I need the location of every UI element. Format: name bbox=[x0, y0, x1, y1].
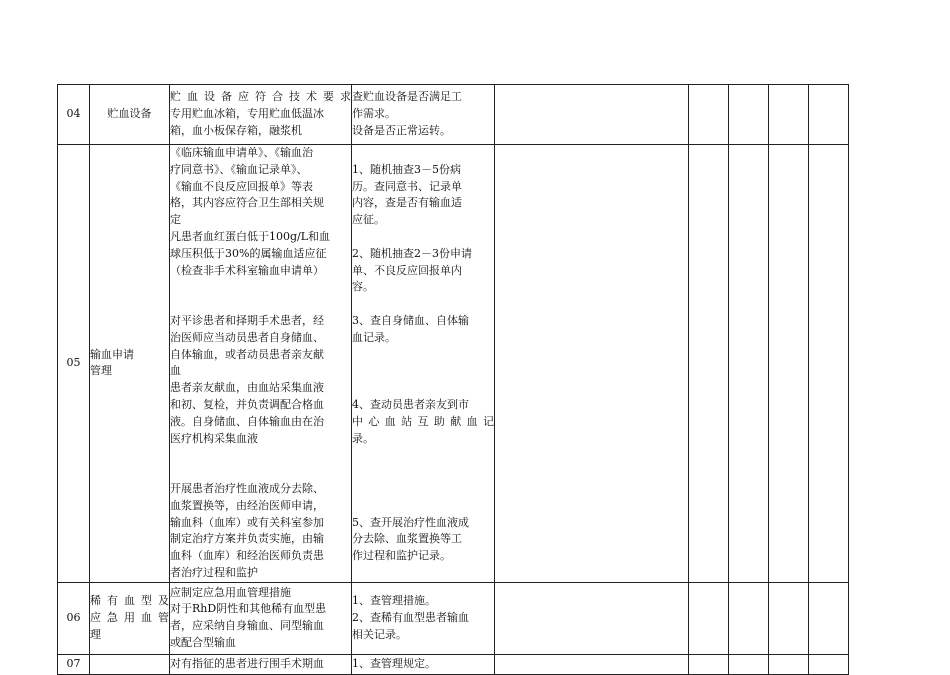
requirement-cell bbox=[170, 654, 352, 674]
spacer bbox=[170, 279, 351, 313]
requirement-line: 自体输血，或者动员患者亲友献 bbox=[170, 347, 324, 361]
method-line: 5、查开展治疗性血液成 bbox=[352, 515, 469, 529]
item-name: 贮血设备 bbox=[90, 85, 170, 145]
method-line: 历。查同意书、记录单 bbox=[352, 179, 462, 193]
spacer bbox=[352, 481, 494, 515]
blank-cell bbox=[689, 85, 729, 145]
row-number: 07 bbox=[58, 654, 90, 674]
method-line: 作过程和监护记录。 bbox=[352, 549, 451, 563]
requirement-line: 输血科（血库）或有关科室参加 bbox=[170, 515, 324, 529]
method-line: 1、查管理规定。 bbox=[352, 656, 436, 670]
table-row bbox=[58, 582, 849, 654]
method-cell bbox=[352, 582, 495, 654]
method-line: 应征。 bbox=[352, 213, 385, 227]
item-name-line: 理 bbox=[90, 627, 101, 641]
requirement-line: 者治疗过程和监护 bbox=[170, 565, 258, 579]
row-number: 06 bbox=[58, 582, 90, 654]
requirement-line: 贮血设备应符合技术要求 bbox=[170, 90, 351, 104]
requirement-cell bbox=[170, 85, 352, 145]
item-name bbox=[90, 582, 170, 654]
spacer bbox=[352, 229, 494, 246]
method-line: 容。 bbox=[352, 280, 374, 294]
requirement-line: 球压积低于30%的属输血适应征 bbox=[170, 246, 327, 260]
requirement-line: 对于RhD阴性和其他稀有血型患 bbox=[170, 602, 327, 616]
blank-cell bbox=[495, 654, 689, 674]
requirement-line: 箱，血小板保存箱，融浆机 bbox=[170, 123, 302, 137]
requirement-line: 和初、复检，并负责调配合格血 bbox=[170, 397, 324, 411]
blank-cell bbox=[495, 145, 689, 583]
spacer bbox=[352, 447, 494, 481]
requirement-line: 制定治疗方案并负责实施，由输 bbox=[170, 532, 324, 546]
spacer bbox=[352, 380, 494, 397]
method-cell bbox=[352, 145, 495, 583]
method-line: 录。 bbox=[352, 431, 374, 445]
blank-cell bbox=[769, 582, 809, 654]
item-name-line: 输血申请 bbox=[90, 347, 134, 361]
blank-cell bbox=[809, 85, 849, 145]
spacer bbox=[170, 447, 351, 481]
requirement-line: 疗同意书》、《输血记录单》、 bbox=[170, 162, 308, 176]
table-row bbox=[58, 145, 849, 583]
blank-cell bbox=[729, 85, 769, 145]
requirement-line: 医疗机构采集血液 bbox=[170, 431, 258, 445]
blank-cell bbox=[769, 654, 809, 674]
requirement-line: 凡患者血红蛋白低于100g/L和血 bbox=[170, 229, 331, 243]
row-number: 05 bbox=[58, 145, 90, 583]
method-line: 内容，查是否有输血适 bbox=[352, 196, 462, 210]
requirement-line: 《输血不良反应回报单》等表 bbox=[170, 179, 313, 193]
blank-cell bbox=[689, 582, 729, 654]
method-line: 4、查动员患者亲友到市 bbox=[352, 397, 469, 411]
item-name-line: 稀有血型及 bbox=[90, 594, 169, 608]
blank-cell bbox=[809, 654, 849, 674]
item-name-line: 应急用血管 bbox=[90, 610, 169, 624]
method-line: 2、查稀有血型患者输血 bbox=[352, 610, 469, 624]
blank-cell bbox=[729, 582, 769, 654]
requirement-line: 血 bbox=[170, 364, 181, 378]
table-row bbox=[58, 654, 849, 674]
method-cell bbox=[352, 85, 495, 145]
blank-cell bbox=[495, 85, 689, 145]
requirement-line: 者，应采纳自身输血、同型输血 bbox=[170, 619, 324, 633]
blank-cell bbox=[495, 582, 689, 654]
method-line: 血记录。 bbox=[352, 330, 396, 344]
spacer bbox=[352, 347, 494, 381]
blank-cell bbox=[729, 654, 769, 674]
requirement-line: （检查非手术科室输血申请单） bbox=[170, 263, 324, 277]
requirement-line: 血科（血库）和经治医师负责患 bbox=[170, 549, 324, 563]
method-line: 中心血站互助献血记 bbox=[352, 414, 494, 428]
item-name-line: 管理 bbox=[90, 364, 112, 378]
table-row bbox=[58, 85, 849, 145]
item-name bbox=[90, 654, 170, 674]
blank-cell bbox=[769, 85, 809, 145]
requirement-line: 应制定应急用血管理措施 bbox=[170, 585, 291, 599]
method-line: 3、查自身储血、自体输 bbox=[352, 313, 469, 327]
requirement-line: 定 bbox=[170, 213, 181, 227]
method-line: 相关记录。 bbox=[352, 627, 407, 641]
requirement-line: 开展患者治疗性血液成分去除、 bbox=[170, 481, 324, 495]
requirement-line: 专用贮血冰箱，专用贮血低温冰 bbox=[170, 107, 324, 121]
blank-cell bbox=[729, 145, 769, 583]
inspection-table bbox=[57, 84, 849, 675]
spacer bbox=[352, 296, 494, 313]
requirement-line: 格，其内容应符合卫生部相关规 bbox=[170, 196, 324, 210]
blank-cell bbox=[689, 145, 729, 583]
method-line: 设备是否正常运转。 bbox=[352, 123, 451, 137]
method-cell bbox=[352, 654, 495, 674]
blank-cell bbox=[769, 145, 809, 583]
blank-cell bbox=[809, 145, 849, 583]
method-line: 1、随机抽查3－5份病 bbox=[352, 162, 461, 176]
requirement-line: 对平诊患者和择期手术患者，经 bbox=[170, 313, 324, 327]
blank-cell bbox=[809, 582, 849, 654]
item-name bbox=[90, 145, 170, 583]
requirement-line: 《临床输血申请单》、《输血治 bbox=[170, 146, 313, 159]
method-line: 查贮血设备是否满足工 bbox=[352, 90, 462, 104]
method-line: 单、不良反应回报单内 bbox=[352, 263, 462, 277]
requirement-line: 或配合型输血 bbox=[170, 636, 236, 650]
requirement-line: 液。自身储血、自体输血由在治 bbox=[170, 414, 324, 428]
method-line: 分去除、血浆置换等工 bbox=[352, 532, 462, 546]
requirement-cell bbox=[170, 582, 352, 654]
requirement-line: 血浆置换等，由经治医师申请， bbox=[170, 498, 324, 512]
method-line: 1、查管理措施。 bbox=[352, 594, 436, 608]
requirement-line: 对有指征的患者进行围手术期血 bbox=[170, 656, 324, 670]
row-number: 04 bbox=[58, 85, 90, 145]
method-line: 2、随机抽查2－3份申请 bbox=[352, 246, 472, 260]
requirement-line: 治医师应当动员患者自身储血、 bbox=[170, 330, 324, 344]
method-line: 作需求。 bbox=[352, 107, 396, 121]
requirement-line: 患者亲友献血，由血站采集血液 bbox=[170, 381, 324, 395]
blank-cell bbox=[689, 654, 729, 674]
requirement-cell bbox=[170, 145, 352, 583]
